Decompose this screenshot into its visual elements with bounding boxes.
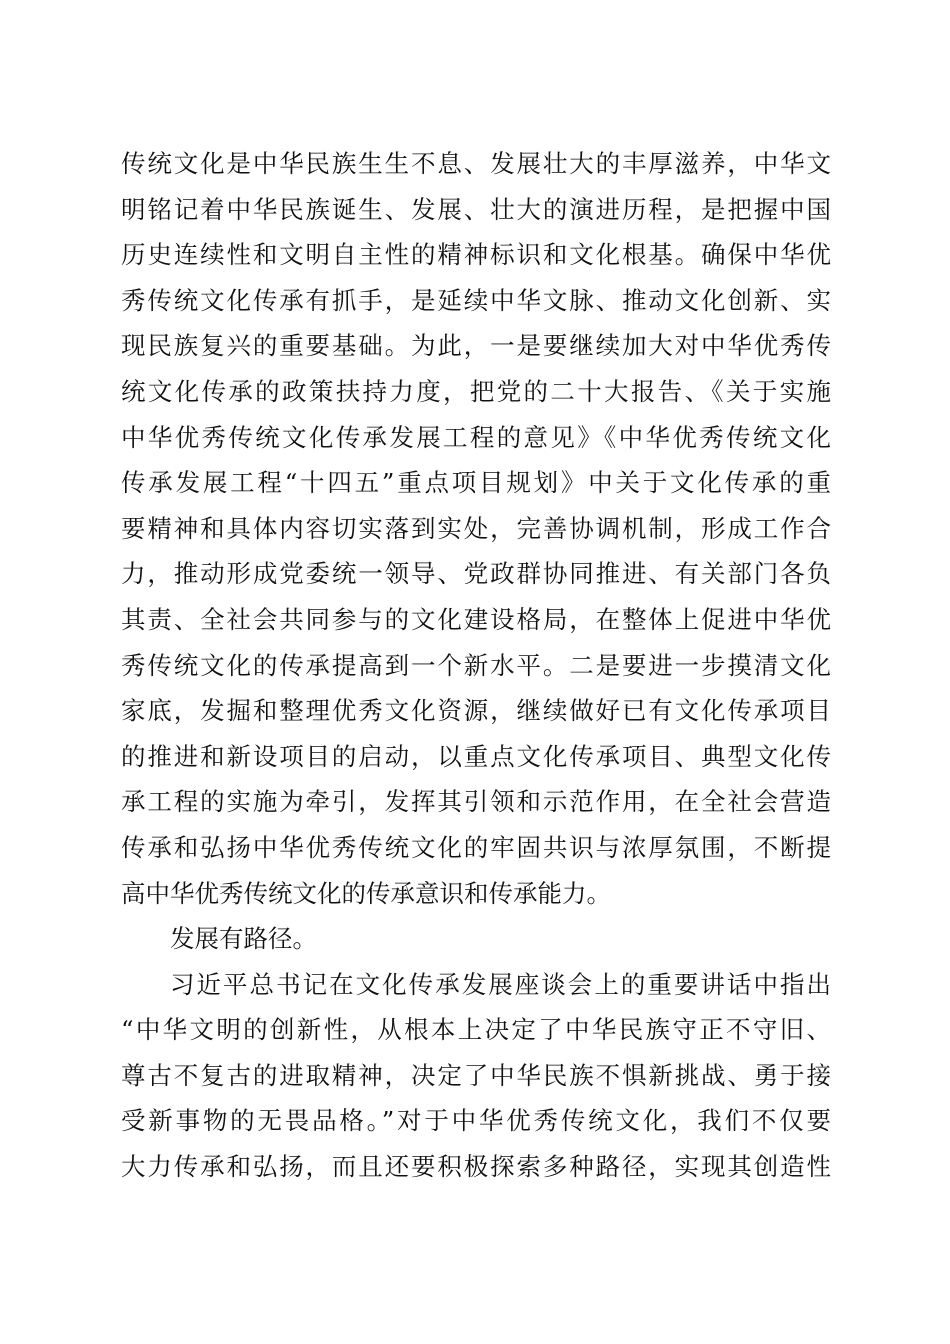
text-line: 其责、全社会共同参与的文化建设格局，在整体上促进中华优	[121, 604, 831, 634]
text-line: 要精神和具体内容切实落到实处，完善协调机制，形成工作合	[121, 513, 831, 543]
text-line: 传承发展工程“十四五”重点项目规划》中关于文化传承的重	[121, 468, 831, 498]
text-line: 秀传统文化的传承提高到一个新水平。二是要进一步摸清文化	[121, 650, 831, 680]
text-line: 的推进和新设项目的启动，以重点文化传承项目、典型文化传	[121, 741, 831, 771]
text-line: 高中华优秀传统文化的传承意识和传承能力。	[121, 878, 611, 908]
section-heading: 发展有路径。	[170, 924, 317, 954]
text-line: 统文化传承的政策扶持力度，把党的二十大报告、《关于实施	[121, 376, 831, 406]
text-line: “中华文明的创新性，从根本上决定了中华民族守正不守旧、	[121, 1015, 831, 1045]
text-line: 传承和弘扬中华优秀传统文化的牢固共识与浓厚氛围，不断提	[121, 832, 831, 862]
text-line: 尊古不复古的进取精神，决定了中华民族不惧新挑战、勇于接	[121, 1060, 831, 1090]
text-line: 力，推动形成党委统一领导、党政群协同推进、有关部门各负	[121, 559, 831, 589]
text-line: 中华优秀传统文化传承发展工程的意见》《中华优秀传统文化	[121, 422, 831, 452]
text-line: 受新事物的无畏品格。”对于中华优秀传统文化，我们不仅要	[121, 1106, 831, 1136]
text-line: 现民族复兴的重要基础。为此，一是要继续加大对中华优秀传	[121, 331, 831, 361]
text-line: 习近平总书记在文化传承发展座谈会上的重要讲话中指出	[170, 969, 831, 999]
text-line: 传统文化是中华民族生生不息、发展壮大的丰厚滋养，中华文	[121, 149, 831, 178]
text-line: 明铭记着中华民族诞生、发展、壮大的演进历程，是把握中国	[121, 194, 831, 224]
text-line: 大力传承和弘扬，而且还要积极探索多种路径，实现其创造性	[121, 1152, 831, 1182]
text-line: 秀传统文化传承有抓手，是延续中华文脉、推动文化创新、实	[121, 285, 831, 315]
text-line: 承工程的实施为牵引，发挥其引领和示范作用，在全社会营造	[121, 787, 831, 817]
text-line: 历史连续性和文明自主性的精神标识和文化根基。确保中华优	[121, 240, 831, 270]
text-line: 家底，发掘和整理优秀文化资源，继续做好已有文化传承项目	[121, 696, 831, 726]
body-text	[121, 141, 831, 1190]
